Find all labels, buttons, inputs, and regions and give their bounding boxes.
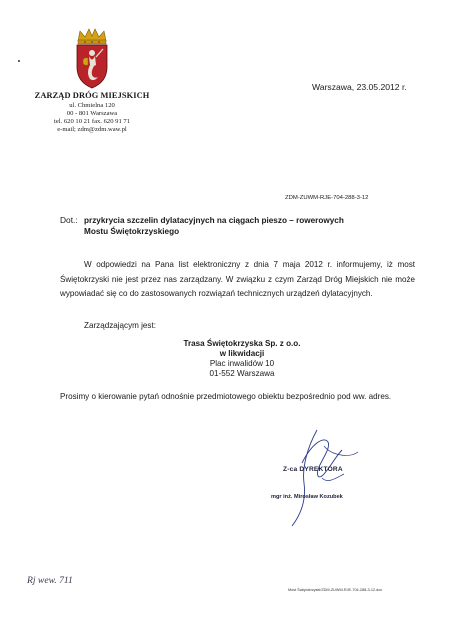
- company-street: Plac inwalidów 10: [209, 359, 275, 368]
- company-city: 01-552 Warszawa: [209, 369, 275, 378]
- signature-stamp-title: Z-ca DYREKTORA: [283, 466, 343, 473]
- reference-number: ZDM-ZUWM-RJE-704-288-3-12: [285, 195, 369, 201]
- address-postal: 00 - 801 Warszawa: [66, 110, 118, 117]
- address-street: ul. Chmielna 120: [69, 102, 115, 109]
- body-paragraph-2: Prosimy o kierowanie pytań odnośnie przedmiotowego obiektu bezpośrednio pod ww. adres.: [60, 392, 392, 401]
- company-status: w likwidacji: [219, 349, 265, 358]
- handwritten-signature: [262, 428, 382, 528]
- administrator-label: Zarządzającym jest:: [84, 321, 156, 330]
- company-name: Trasa Świętokrzyska Sp. z o.o.: [183, 339, 301, 348]
- scan-speck: [18, 60, 20, 62]
- company-address-block: [150, 339, 334, 379]
- organization-name: ZARZĄD DRÓG MIEJSKICH: [34, 91, 150, 100]
- subject-label: Dot.:: [60, 215, 78, 225]
- address-email: e-mail; zdm@zdm.waw.pl: [57, 126, 127, 133]
- warsaw-crest-logo: [72, 27, 112, 89]
- subject-line-2: Mostu Świętokrzyskiego: [84, 227, 180, 236]
- subject-line-1: przykrycia szczelin dylatacyjnych na ciągach pieszo – rowerowych: [84, 216, 344, 225]
- subject-text: [84, 215, 404, 237]
- address-phone-fax: tel. 620 10 21 fax. 620 91 71: [53, 118, 130, 125]
- body-paragraph-1: W odpowiedzi na Pana list elektroniczny z dnia 7 maja 2012 r. informujemy, iż most Świętokrzyski nie jest przez nas zarządzany. W związku z czym Zarząd Dróg Miejskich nie może wypowiadać się co do zastosowanych rozwiązań technicznych urządzeń dylatacyjnych.: [60, 260, 415, 298]
- file-path-footer: Most Świętokrzyski/ZDM-ZUWM-RJE-704-288-3-12.doc: [288, 588, 383, 592]
- signature-stamp-name: mgr inż. Mirosław Kozubek: [271, 494, 343, 500]
- letter-date: Warszawa, 23.05.2012 r.: [312, 82, 407, 92]
- handwritten-extension-note: Rj wew. 711: [27, 575, 73, 586]
